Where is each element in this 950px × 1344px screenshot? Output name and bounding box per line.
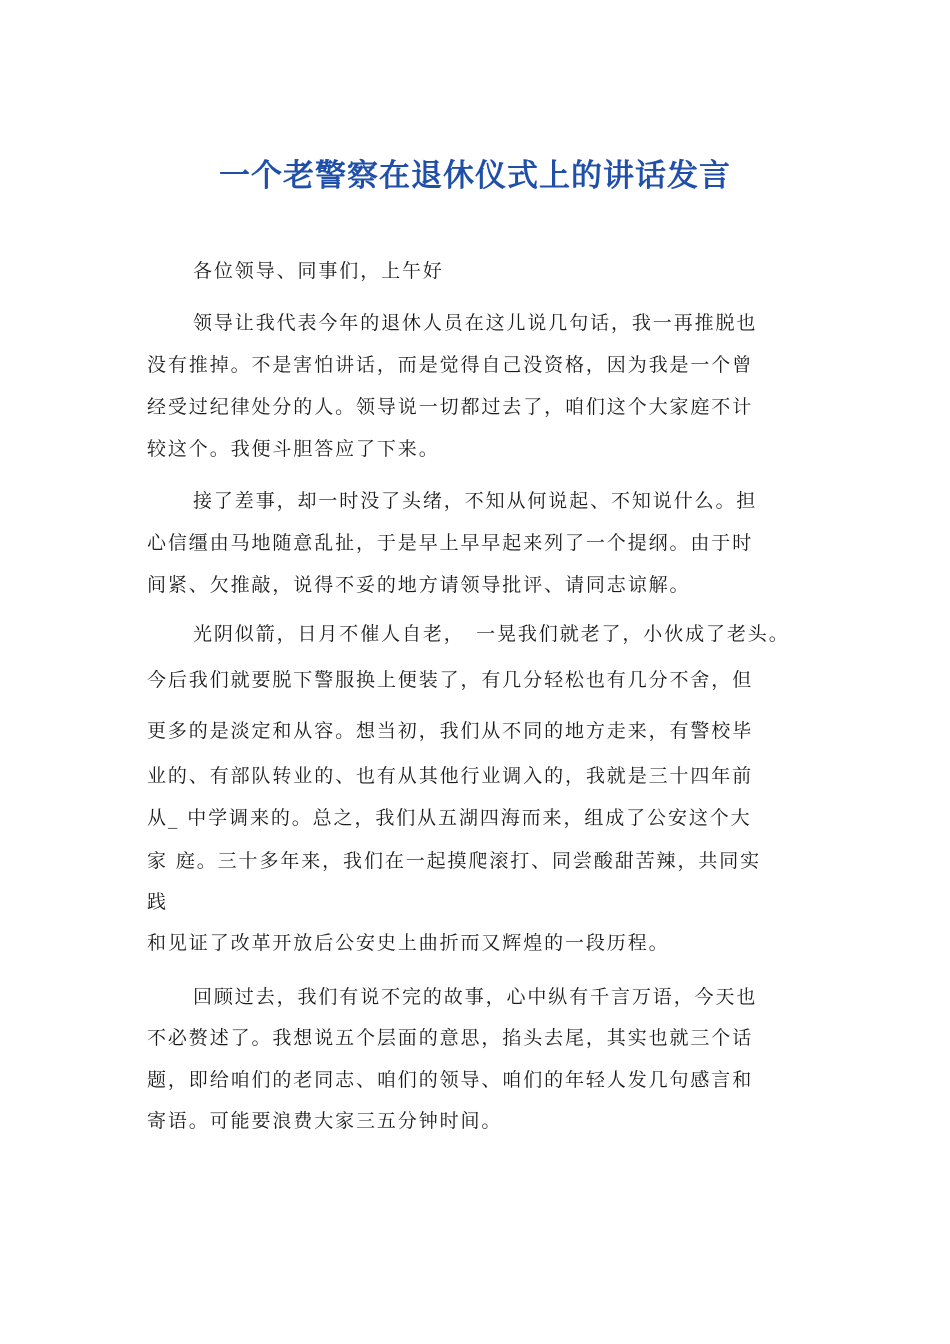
paragraph-line: 不必赘述了。我想说五个层面的意思，掐头去尾，其实也就三个话 xyxy=(147,1027,754,1049)
paragraph-line: 今后我们就要脱下警服换上便装了，有几分轻松也有几分不舍，但 xyxy=(147,669,754,691)
paragraph-line: 题，即给咱们的老同志、咱们的领导、咱们的年轻人发几句感言和 xyxy=(147,1069,754,1091)
paragraph-line: 没有推掉。不是害怕讲话，而是觉得自己没资格，因为我是一个曾 xyxy=(147,354,754,376)
paragraph-line: 领导让我代表今年的退休人员在这儿说几句话，我一再推脱也 xyxy=(193,312,758,334)
paragraph-line: 接了差事，却一时没了头绪，不知从何说起、不知说什么。担 xyxy=(193,490,758,512)
paragraph-line: 践 xyxy=(147,891,168,913)
paragraph-line: 寄语。可能要浪费大家三五分钟时间。 xyxy=(147,1110,503,1132)
paragraph-line: 业的、有部队转业的、也有从其他行业调入的，我就是三十四年前 xyxy=(147,765,754,787)
paragraph-line: 较这个。我便斗胆答应了下来。 xyxy=(147,438,440,460)
paragraph-line: 间紧、欠推敲，说得不妥的地方请领导批评、请同志谅解。 xyxy=(147,574,691,596)
paragraph-line: 更多的是淡定和从容。想当初，我们从不同的地方走来，有警校毕 xyxy=(147,720,754,742)
paragraph-line: 心信缰由马地随意乱扯，于是早上早早起来列了一个提纲。由于时 xyxy=(147,532,754,554)
document-title: 一个老警察在退休仪式上的讲话发言 xyxy=(219,158,731,194)
paragraph-line: 从_ 中学调来的。总之，我们从五湖四海而来，组成了公安这个大 xyxy=(147,807,752,829)
paragraph-line: 回顾过去，我们有说不完的故事，心中纵有千言万语，今天也 xyxy=(193,986,758,1008)
paragraph-line: 家 庭。三十多年来，我们在一起摸爬滚打、同尝酸甜苦辣，共同实 xyxy=(147,850,762,872)
greeting-line: 各位领导、同事们，上午好 xyxy=(193,260,444,282)
paragraph-line: 光阴似箭，日月不催人自老， 一晃我们就老了，小伙成了老头。 xyxy=(193,623,790,645)
paragraph-line: 和见证了改革开放后公安史上曲折而又辉煌的一段历程。 xyxy=(147,932,670,954)
paragraph-line: 经受过纪律处分的人。领导说一切都过去了，咱们这个大家庭不计 xyxy=(147,396,754,418)
